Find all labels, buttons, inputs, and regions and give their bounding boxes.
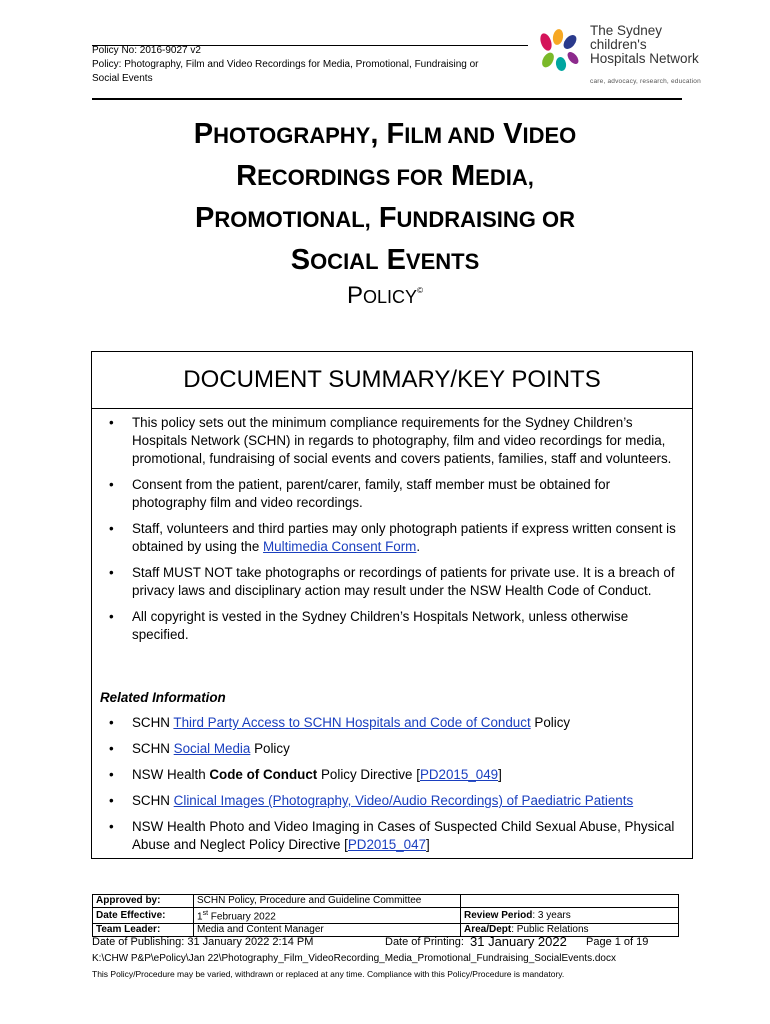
multimedia-consent-link[interactable]: Multimedia Consent Form <box>263 539 417 554</box>
logo-wordmark <box>590 24 699 66</box>
third-party-access-link[interactable]: Third Party Access to SCHN Hospitals and Code of Conduct <box>173 715 531 730</box>
list-item: • NSW Health Code of Conduct Policy Directive [PD2015_049] <box>100 766 685 784</box>
team-leader-label: Team Leader: <box>93 924 194 937</box>
list-item: • Staff, volunteers and third parties may only photograph patients if express written consent is obtained by using the Multimedia Consent Form. <box>100 520 685 556</box>
logo-line2: children's <box>590 37 647 52</box>
clinical-images-link[interactable]: Clinical Images (Photography, Video/Audio Recordings) of Paediatric Patients <box>173 793 634 808</box>
review-period: Review Period: 3 years <box>461 908 679 924</box>
list-item: • SCHN Clinical Images (Photography, Video/Audio Recordings) of Paediatric Patients <box>100 792 685 810</box>
file-path: K:\CHW P&P\ePolicy\Jan 22\Photography_Film_VideoRecording_Media_Promotional_Fundraising_SocialEvents.docx <box>92 953 616 964</box>
pd2015-047-link[interactable]: PD2015_047 <box>347 837 427 852</box>
policy-header <box>92 44 532 86</box>
policy-title-line2: Social Events <box>92 73 153 84</box>
area-dept: Area/Dept: Public Relations <box>461 924 679 937</box>
logo-tagline: care, advocacy, research, education <box>590 78 701 85</box>
approved-label: Approved by: <box>93 895 194 908</box>
effective-value: 1st February 2022 <box>194 908 461 924</box>
disclaimer: This Policy/Procedure may be varied, withdrawn or replaced at any time. Compliance with this Policy/Procedure is mandatory. <box>92 969 565 979</box>
document-type: POLICY© <box>347 282 423 309</box>
summary-heading: DOCUMENT SUMMARY/KEY POINTS <box>92 352 692 409</box>
team-leader-value: Media and Content Manager <box>194 924 461 937</box>
approval-table <box>92 894 679 937</box>
policy-title-line1: Policy: Photography, Film and Video Recordings for Media, Promotional, Fundraising or <box>92 59 479 70</box>
date-of-publishing: Date of Publishing: 31 January 2022 2:14 PM <box>92 936 314 948</box>
list-item: • SCHN Social Media Policy <box>100 740 685 758</box>
list-item: • This policy sets out the minimum compliance requirements for the Sydney Children’s Hospitals Network (SCHN) in regards to photography, film and video recordings for media, promotional, fundraising of social events and covers patients, families, staff and volunteers. <box>100 414 685 468</box>
effective-label: Date Effective: <box>93 908 194 924</box>
list-item: • SCHN Third Party Access to SCHN Hospitals and Code of Conduct Policy <box>100 714 685 732</box>
printing-date: 31 January 2022 <box>470 934 567 949</box>
document-title: PHOTOGRAPHY, FILM AND VIDEO RECORDINGS FOR MEDIA, PROMOTIONAL, FUNDRAISING OR SOCIAL EVENTS <box>193 118 577 276</box>
page-number: Page 1 of 19 <box>586 936 649 948</box>
printing-label: Date of Printing: <box>385 936 464 948</box>
list-item: • Consent from the patient, parent/carer, family, staff member must be obtained for photography film and video recordings. <box>100 476 685 512</box>
key-points-list <box>100 414 685 652</box>
list-item: • NSW Health Photo and Video Imaging in Cases of Suspected Child Sexual Abuse, Physical Abuse and Neglect Policy Directive [PD2015_047] <box>100 818 685 854</box>
social-media-link[interactable]: Social Media <box>173 741 251 756</box>
logo-line1: The Sydney <box>590 23 663 38</box>
logo-line3: Hospitals Network <box>590 51 699 66</box>
policy-number: Policy No: 2016-9027 v2 <box>92 45 201 56</box>
header-rule <box>92 98 682 100</box>
related-information-heading: Related Information <box>100 690 226 705</box>
schn-logo <box>536 22 708 88</box>
logo-mark-icon <box>536 28 586 78</box>
list-item: • Staff MUST NOT take photographs or recordings of patients for private use. It is a breach of privacy laws and disciplinary action may result under the NSW Health Code of Conduct. <box>100 564 685 600</box>
related-list <box>100 714 685 862</box>
list-item: • All copyright is vested in the Sydney Children’s Hospitals Network, unless otherwise specified. <box>100 608 685 644</box>
pd2015-049-link[interactable]: PD2015_049 <box>419 767 499 782</box>
approved-value: SCHN Policy, Procedure and Guideline Committee <box>194 895 461 908</box>
